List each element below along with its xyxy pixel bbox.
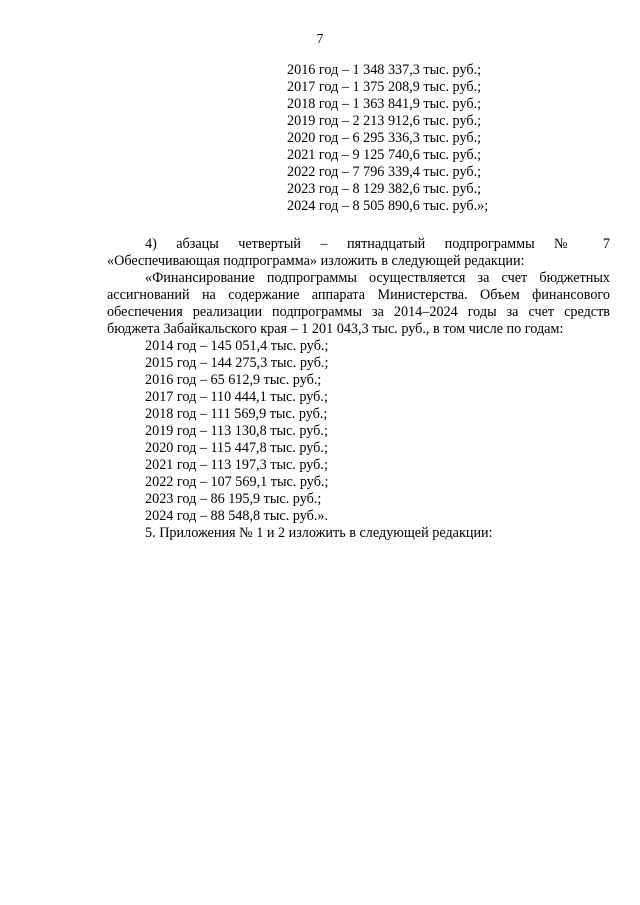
list-item: 2014 год – 145 051,4 тыс. руб.;: [145, 338, 329, 354]
list-item: 2022 год – 107 569,1 тыс. руб.;: [145, 474, 329, 490]
list-item: 2016 год – 1 348 337,3 тыс. руб.;: [287, 62, 482, 78]
paragraph-line: «Обеспечивающая подпрограмма» изложить в следующей редакции:: [107, 253, 525, 269]
list-item: 2020 год – 6 295 336,3 тыс. руб.;: [287, 130, 482, 146]
paragraph-line: бюджета Забайкальского края – 1 201 043,3 тыс. руб., в том числе по годам:: [107, 321, 564, 337]
list-item: 2017 год – 110 444,1 тыс. руб.;: [145, 389, 328, 405]
list-item: 2023 год – 86 195,9 тыс. руб.;: [145, 491, 322, 507]
list-item: 2019 год – 113 130,8 тыс. руб.;: [145, 423, 328, 439]
list-item: 2024 год – 8 505 890,6 тыс. руб.»;: [287, 198, 489, 214]
list-item: 2021 год – 113 197,3 тыс. руб.;: [145, 457, 328, 473]
list-item: 2020 год – 115 447,8 тыс. руб.;: [145, 440, 328, 456]
list-item: 2018 год – 1 363 841,9 тыс. руб.;: [287, 96, 482, 112]
list-item: 2022 год – 7 796 339,4 тыс. руб.;: [287, 164, 482, 180]
list-item: 2016 год – 65 612,9 тыс. руб.;: [145, 372, 322, 388]
list-item: 2021 год – 9 125 740,6 тыс. руб.;: [287, 147, 482, 163]
paragraph-line: 4) абзацы четвертый – пятнадцатый подпрограммы № 7: [145, 236, 610, 252]
list-item: 2019 год – 2 213 912,6 тыс. руб.;: [287, 113, 482, 129]
list-item: 2017 год – 1 375 208,9 тыс. руб.;: [287, 79, 482, 95]
list-item: 2024 год – 88 548,8 тыс. руб.».: [145, 508, 329, 524]
paragraph-line: ассигнований на содержание аппарата Министерства. Объем финансового: [107, 287, 610, 303]
paragraph-line: «Финансирование подпрограммы осуществляется за счет бюджетных: [145, 270, 610, 286]
list-item: 2018 год – 111 569,9 тыс. руб.;: [145, 406, 328, 422]
list-item: 2023 год – 8 129 382,6 тыс. руб.;: [287, 181, 482, 197]
item-5-paragraph: 5. Приложения № 1 и 2 изложить в следующей редакции:: [145, 525, 493, 541]
list-item: 2015 год – 144 275,3 тыс. руб.;: [145, 355, 329, 371]
page-number: 7: [316, 31, 324, 46]
paragraph-line: обеспечения реализации подпрограммы за 2014–2024 годы за счет средств: [107, 304, 610, 320]
